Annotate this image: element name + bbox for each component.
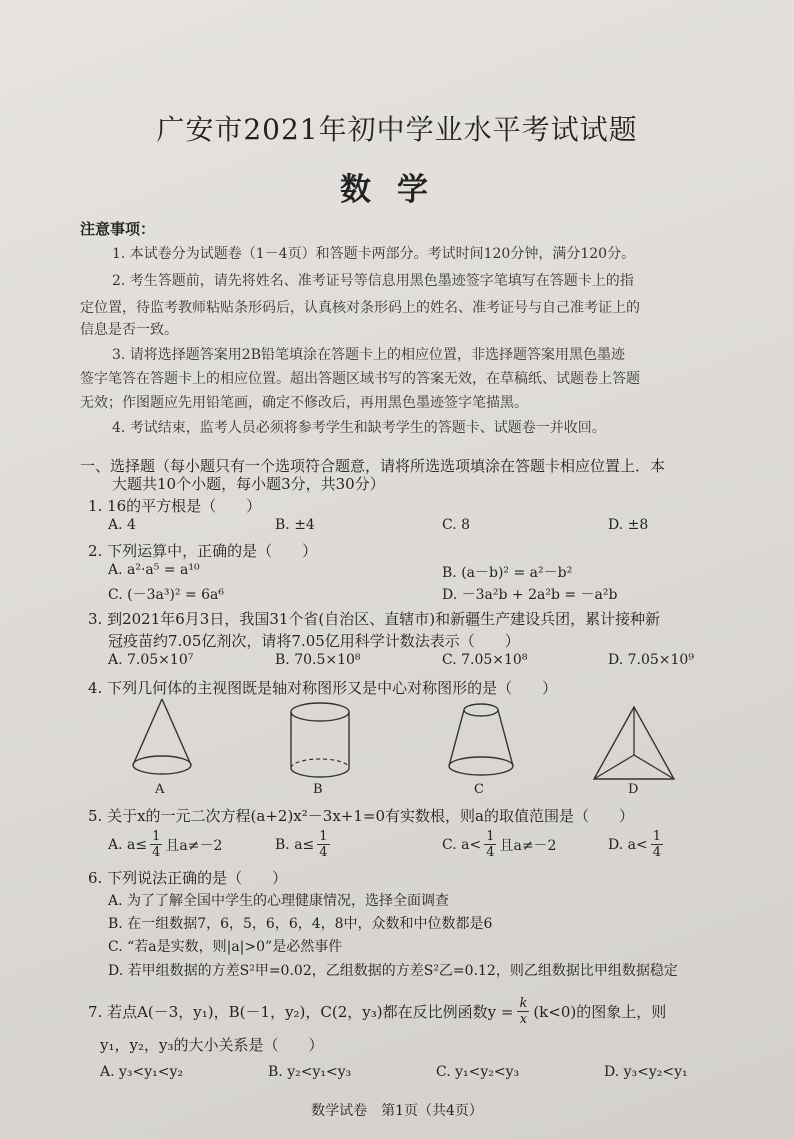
q5-option-c-suffix: 且a≠－2: [499, 837, 557, 854]
subject-title: 数学: [340, 172, 454, 208]
q5-option-a: [108, 829, 222, 860]
q2-option-d: D. －3a²b + 2a²b = －a²b: [442, 587, 618, 603]
q5-option-c-prefix: C. a<: [442, 836, 482, 853]
q5-option-b: [275, 829, 333, 860]
fraction-denominator: 4: [319, 845, 328, 860]
question-1-stem: 1. 16的平方根是（ ）: [88, 497, 262, 515]
fraction-numerator: 1: [652, 829, 661, 844]
fraction-denominator: x: [519, 1012, 528, 1027]
frustum-figure: [445, 700, 517, 782]
q3-option-d: D. 7.05×10⁹: [608, 652, 694, 668]
figure-label-a: A: [155, 782, 165, 797]
question-3-stem-cont: 冠疫苗约7.05亿剂次，请将7.05亿用科学计数法表示（ ）: [108, 632, 520, 650]
question-7-stem-cont: y₁，y₂，y₃的大小关系是（ ）: [100, 1036, 324, 1054]
q6-option-d: D. 若甲组数据的方差S²甲=0.02，乙组数据的方差S²乙=0.12，则乙组数据比甲组数据稳定: [108, 963, 678, 979]
q3-option-b: B. 70.5×10⁸: [275, 652, 361, 668]
figure-label-c: C: [474, 782, 484, 797]
fraction-denominator: 4: [152, 845, 161, 860]
fraction-numerator: 1: [319, 829, 328, 844]
q7-option-c: C. y₁<y₂<y₃: [436, 1064, 520, 1080]
q1-option-d: D. ±8: [608, 517, 649, 533]
fraction: [651, 829, 663, 860]
q7-stem-prefix: 7. 若点A(－3，y₁)，B(－1，y₂)，C(2，y₃)都在反比例函数y =: [88, 1003, 514, 1021]
section-heading-cont: 大题共10个小题，每小题3分，共30分）: [112, 475, 385, 493]
notice-line: 4. 考试结束，监考人员必须将参考学生和缺考学生的答题卡、试题卷一并收回。: [112, 420, 606, 436]
question-6-stem: 6. 下列说法正确的是（ ）: [88, 869, 288, 887]
q7-option-a: A. y₃<y₁<y₂: [100, 1064, 184, 1080]
notice-line: 3. 请将选择题答案用2B铅笔填涂在答题卡上的相应位置，非选择题答案用黑色墨迹: [112, 347, 626, 363]
cone-figure: [130, 695, 194, 785]
q1-option-b: B. ±4: [275, 517, 315, 533]
q7-option-b: B. y₂<y₁<y₃: [268, 1064, 352, 1080]
q5-option-d: [608, 829, 666, 860]
question-5-stem: 5. 关于x的一元二次方程(a+2)x²－3x+1=0有实数根，则a的取值范围是（ ）: [88, 807, 634, 825]
q6-option-c: C. “若a是实数，则|a|>0”是必然事件: [108, 939, 343, 955]
fraction-numerator: 1: [486, 829, 495, 844]
fraction-denominator: 4: [652, 845, 661, 860]
q3-option-c: C. 7.05×10⁸: [442, 652, 528, 668]
fraction: [317, 829, 329, 860]
notice-line: 无效；作图题应先用铅笔画，确定不修改后，再用黑色墨迹签字笔描黑。: [80, 395, 528, 411]
notice-heading: 注意事项：: [80, 220, 156, 238]
q5-option-a-suffix: 且a≠－2: [165, 837, 223, 854]
question-7-stem: [88, 996, 666, 1027]
q7-option-d: D. y₃<y₂<y₁: [604, 1064, 688, 1080]
q5-option-b-prefix: B. a≤: [275, 836, 315, 853]
q5-option-d-prefix: D. a<: [608, 836, 648, 853]
q2-option-c: C. (－3a³)² = 6a⁶: [108, 587, 225, 603]
question-2-stem: 2. 下列运算中，正确的是（ ）: [88, 542, 318, 560]
notice-line: 信息是否一致。: [80, 322, 178, 338]
q1-option-a: A. 4: [108, 517, 136, 533]
q5-option-a-prefix: A. a≤: [108, 836, 148, 853]
q6-option-b: B. 在一组数据7，6，5，6，6，4，8中，众数和中位数都是6: [108, 916, 493, 932]
fraction: [517, 996, 529, 1027]
notice-line: 2. 考生答题前，请先将姓名、准考证号等信息用黑色墨迹签字笔填写在答题卡上的指: [112, 273, 634, 289]
page-footer: 数学试卷 第1页（共4页）: [311, 1103, 483, 1119]
q1-option-c: C. 8: [442, 517, 471, 533]
fraction-numerator: k: [519, 996, 528, 1011]
q2-option-a: A. a²·a⁵ = a¹⁰: [108, 562, 200, 578]
section-heading: 一、选择题（每小题只有一个选项符合题意，请将所选选项填涂在答题卡相应位置上．本: [80, 457, 666, 475]
notice-line: 定位置，待监考教师粘贴条形码后，认真核对条形码上的姓名、准考证号与自己准考证上的: [80, 300, 640, 316]
question-3-stem: 3. 到2021年6月3日，我国31个省(自治区、直辖市)和新疆生产建设兵团，累计接种新: [88, 610, 661, 628]
q6-option-a: A. 为了了解全国中学生的心理健康情况，选择全面调查: [108, 893, 450, 909]
fraction-denominator: 4: [486, 845, 495, 860]
q2-option-b: B. (a－b)² = a²－b²: [442, 565, 573, 581]
fraction-numerator: 1: [152, 829, 161, 844]
fraction: [484, 829, 496, 860]
figure-label-d: D: [628, 782, 639, 797]
notice-line: 1. 本试卷分为试题卷（1－4页）和答题卡两部分。考试时间120分钟，满分120分。: [112, 246, 636, 262]
exam-title: 广安市2021年初中学业水平考试试题: [156, 113, 638, 146]
notice-line: 签字笔答在答题卡上的相应位置。超出答题区域书写的答案无效，在草稿纸、试题卷上答题: [80, 371, 640, 387]
pyramid-figure: [592, 703, 676, 783]
q5-option-c: [442, 829, 556, 860]
cylinder-figure: [288, 700, 352, 782]
figure-label-b: B: [313, 782, 323, 797]
q7-stem-suffix: (k<0)的图象上，则: [533, 1003, 667, 1021]
q3-option-a: A. 7.05×10⁷: [108, 652, 194, 668]
question-4-stem: 4. 下列几何体的主视图既是轴对称图形又是中心对称图形的是（ ）: [88, 679, 558, 697]
fraction: [150, 829, 162, 860]
